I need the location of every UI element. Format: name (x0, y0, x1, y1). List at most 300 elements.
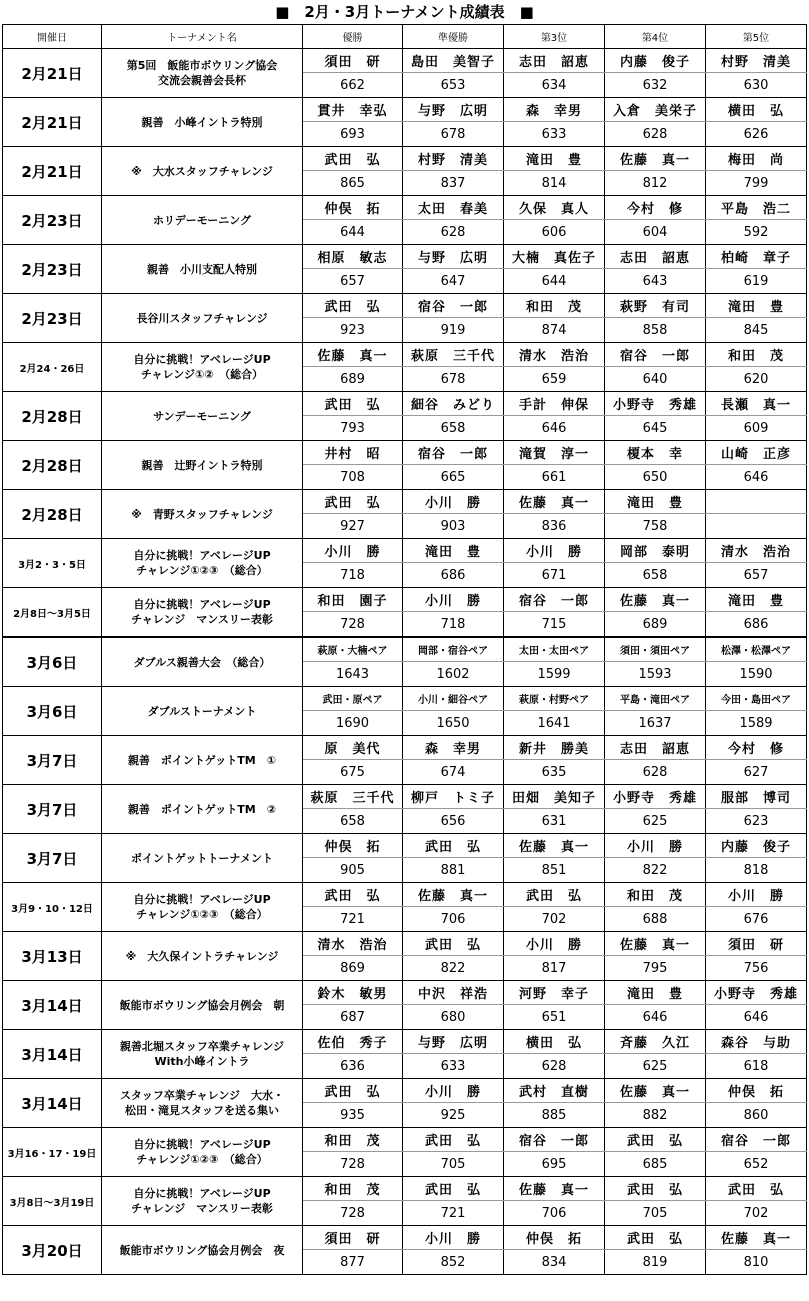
table-row (3, 981, 807, 1005)
player-name-cell: 仲俣 拓 (303, 196, 403, 220)
score-cell: 640 (605, 367, 706, 392)
tournament-name-line: 飯能市ボウリング協会月例会 夜 (119, 1243, 285, 1257)
score-cell: 687 (303, 1005, 403, 1030)
player-name-cell: 貫井 幸弘 (303, 98, 403, 122)
player-name-cell: 中沢 祥浩 (403, 981, 504, 1005)
player-name-cell: 久保 真人 (504, 196, 605, 220)
date-cell: 3月6日 (3, 637, 102, 687)
tournament-name-cell (102, 343, 303, 392)
tournament-name-line: ポイントゲットトーナメント (131, 851, 273, 865)
header-3rd: 第3位 (504, 25, 605, 49)
player-name-cell: 和田 茂 (706, 343, 807, 367)
table-row (3, 588, 807, 612)
player-name-cell: 宿谷 一郎 (605, 343, 706, 367)
player-name-cell: 武田 弘 (403, 1177, 504, 1201)
score-cell: 721 (303, 907, 403, 932)
player-name-cell: 武田・原ペア (303, 687, 403, 711)
tournament-name-cell (102, 1030, 303, 1079)
score-cell: 1590 (706, 662, 807, 687)
player-name-cell: 萩原 三千代 (403, 343, 504, 367)
score-cell: 695 (504, 1152, 605, 1177)
player-name-cell: 武田 弘 (303, 1079, 403, 1103)
date-cell: 2月21日 (3, 147, 102, 196)
tournament-name-cell (102, 785, 303, 834)
tournament-name-line: チャレンジ①②③ （総合） (136, 564, 268, 577)
score-cell: 628 (605, 760, 706, 785)
table-row (3, 1030, 807, 1054)
tournament-name-line: 自分に挑戦！アベレージUP (133, 598, 271, 611)
score-cell: 628 (403, 220, 504, 245)
score-cell: 665 (403, 465, 504, 490)
tournament-name-line: ※ 大久保イントラチャレンジ (125, 949, 279, 963)
score-cell: 923 (303, 318, 403, 343)
score-cell: 935 (303, 1103, 403, 1128)
score-cell: 885 (504, 1103, 605, 1128)
player-name-cell: 滝田 豊 (706, 294, 807, 318)
player-name-cell: 志田 詔恵 (605, 736, 706, 760)
header-5th: 第5位 (706, 25, 807, 49)
player-name-cell: 細谷 みどり (403, 392, 504, 416)
tournament-name-cell (102, 490, 303, 539)
tournament-name-cell (102, 1177, 303, 1226)
player-name-cell: 滝賀 淳一 (504, 441, 605, 465)
score-cell: 705 (605, 1201, 706, 1226)
tournament-name-line: ホリデーモーニング (152, 213, 252, 227)
header-2nd: 準優勝 (403, 25, 504, 49)
player-name-cell: 原 美代 (303, 736, 403, 760)
date-cell: 2月23日 (3, 196, 102, 245)
player-name-cell: 志田 詔恵 (504, 49, 605, 73)
player-name-cell: 武田 弘 (303, 490, 403, 514)
date-cell: 2月8日～3月5日 (3, 588, 102, 638)
player-name-cell: 仲俣 拓 (303, 834, 403, 858)
tournament-name-line: ダブルストーナメント (147, 704, 257, 718)
score-cell: 644 (504, 269, 605, 294)
score-cell: 626 (706, 122, 807, 147)
tournament-name-line: 自分に挑戦！アベレージUP (133, 1187, 271, 1200)
score-cell: 632 (605, 73, 706, 98)
tournament-name-cell (102, 981, 303, 1030)
player-name-cell: 須田・須田ペア (605, 637, 706, 662)
player-name-cell: 宿谷 一郎 (403, 441, 504, 465)
player-name-cell: 佐藤 真一 (605, 932, 706, 956)
table-row (3, 98, 807, 122)
score-cell: 659 (504, 367, 605, 392)
player-name-cell: 清水 浩治 (706, 539, 807, 563)
table-row (3, 932, 807, 956)
player-name-cell: 佐藤 真一 (706, 1226, 807, 1250)
tournament-name-cell (102, 196, 303, 245)
player-name-cell: 武田 弘 (403, 932, 504, 956)
player-name-cell: 和田 茂 (504, 294, 605, 318)
player-name-cell: 和田 園子 (303, 588, 403, 612)
tournament-name-line: With小峰イントラ (154, 1055, 250, 1068)
player-name-cell: 宿谷 一郎 (504, 1128, 605, 1152)
tournament-name-cell (102, 1079, 303, 1128)
score-cell: 1637 (605, 711, 706, 736)
player-name-cell: 佐藤 真一 (504, 1177, 605, 1201)
score-cell: 685 (605, 1152, 706, 1177)
score-cell: 718 (403, 612, 504, 638)
date-cell: 3月8日～3月19日 (3, 1177, 102, 1226)
table-row (3, 736, 807, 760)
score-cell: 1650 (403, 711, 504, 736)
player-name-cell: 武田 弘 (706, 1177, 807, 1201)
score-cell: 927 (303, 514, 403, 539)
player-name-cell: 小川 勝 (403, 490, 504, 514)
player-name-cell: 井村 昭 (303, 441, 403, 465)
date-cell: 3月6日 (3, 687, 102, 736)
date-cell: 2月23日 (3, 245, 102, 294)
score-cell: 643 (605, 269, 706, 294)
score-cell: 1589 (706, 711, 807, 736)
player-name-cell: 太田・太田ペア (504, 637, 605, 662)
score-cell: 644 (303, 220, 403, 245)
player-name-cell: 今村 修 (605, 196, 706, 220)
player-name-cell: 与野 広明 (403, 98, 504, 122)
player-name-cell: 仲俣 拓 (706, 1079, 807, 1103)
table-row (3, 392, 807, 416)
player-name-cell: 村野 清美 (706, 49, 807, 73)
score-cell: 635 (504, 760, 605, 785)
score-cell: 678 (403, 122, 504, 147)
score-cell: 647 (403, 269, 504, 294)
score-cell: 822 (605, 858, 706, 883)
score-cell: 903 (403, 514, 504, 539)
tournament-name-line: スタッフ卒業チャレンジ 大水・ (119, 1089, 285, 1102)
tournament-name-cell (102, 539, 303, 588)
score-cell: 793 (303, 416, 403, 441)
player-name-cell: 萩野 有司 (605, 294, 706, 318)
score-cell: 799 (706, 171, 807, 196)
tournament-name-line: 親善北堀スタッフ卒業チャレンジ (119, 1040, 285, 1053)
score-cell: 645 (605, 416, 706, 441)
date-cell: 3月14日 (3, 981, 102, 1030)
table-row (3, 49, 807, 73)
player-name-cell: 須田 研 (303, 1226, 403, 1250)
player-name-cell: 武村 直樹 (504, 1079, 605, 1103)
player-name-cell: 清水 浩治 (504, 343, 605, 367)
player-name-cell: 森谷 与助 (706, 1030, 807, 1054)
tournament-name-line: 長谷川スタッフチャレンジ (136, 311, 268, 325)
player-name-cell: 和田 茂 (303, 1177, 403, 1201)
score-cell: 756 (706, 956, 807, 981)
player-name-cell: 小川 勝 (303, 539, 403, 563)
score-cell: 592 (706, 220, 807, 245)
tournament-name-line: サンデーモーニング (153, 409, 251, 423)
header-1st: 優勝 (303, 25, 403, 49)
score-cell: 882 (605, 1103, 706, 1128)
date-cell: 3月7日 (3, 736, 102, 785)
player-name-cell: 滝田 豊 (403, 539, 504, 563)
score-cell: 623 (706, 809, 807, 834)
tournament-name-line: 第5回 飯能市ボウリング協会 (126, 59, 278, 72)
player-name-cell: 小野寺 秀雄 (706, 981, 807, 1005)
score-cell: 653 (403, 73, 504, 98)
score-cell: 657 (706, 563, 807, 588)
score-cell: 728 (303, 1201, 403, 1226)
tournament-name-line: チャレンジ①②③ （総合） (136, 908, 268, 921)
date-cell: 3月14日 (3, 1030, 102, 1079)
player-name-cell: 岡部・宿谷ペア (403, 637, 504, 662)
score-cell: 646 (706, 465, 807, 490)
score-cell: 633 (403, 1054, 504, 1079)
player-name-cell: 手計 伸保 (504, 392, 605, 416)
tournament-name-line: 親善 小峰イントラ特別 (141, 115, 263, 129)
player-name-cell: 長瀬 真一 (706, 392, 807, 416)
player-name-cell: 仲俣 拓 (504, 1226, 605, 1250)
tournament-name-cell (102, 49, 303, 98)
score-cell: 837 (403, 171, 504, 196)
table-row (3, 637, 807, 662)
score-cell: 625 (605, 1054, 706, 1079)
tournament-name-cell (102, 147, 303, 196)
player-name-cell: 武田 弘 (303, 147, 403, 171)
player-name-cell: 小川 勝 (403, 588, 504, 612)
date-cell: 2月21日 (3, 98, 102, 147)
score-cell: 631 (504, 809, 605, 834)
date-cell: 2月28日 (3, 490, 102, 539)
player-name-cell: 小川 勝 (403, 1226, 504, 1250)
player-name-cell: 武田 弘 (303, 392, 403, 416)
player-name-cell: 梅田 尚 (706, 147, 807, 171)
player-name-cell: 平島 浩二 (706, 196, 807, 220)
score-cell: 702 (504, 907, 605, 932)
player-name-cell: 河野 幸子 (504, 981, 605, 1005)
tournament-name-cell (102, 883, 303, 932)
tournament-name-line: 松田・滝見スタッフを送る集い (125, 1104, 279, 1117)
player-name-cell: 萩原・大楠ペア (303, 637, 403, 662)
player-name-cell: 小川 勝 (706, 883, 807, 907)
player-name-cell: 武田 弘 (605, 1177, 706, 1201)
tournament-name-cell (102, 98, 303, 147)
table-row (3, 245, 807, 269)
score-cell (706, 514, 807, 539)
player-name-cell: 入倉 美栄子 (605, 98, 706, 122)
score-cell: 636 (303, 1054, 403, 1079)
player-name-cell: 佐藤 真一 (605, 1079, 706, 1103)
score-cell: 795 (605, 956, 706, 981)
score-cell: 634 (504, 73, 605, 98)
table-row (3, 294, 807, 318)
player-name-cell: 萩原 三千代 (303, 785, 403, 809)
header-tournament: トーナメント名 (102, 25, 303, 49)
player-name-cell: 佐藤 真一 (605, 147, 706, 171)
score-cell: 810 (706, 1250, 807, 1275)
score-cell: 1690 (303, 711, 403, 736)
player-name-cell: 滝田 豊 (605, 490, 706, 514)
tournament-name-line: 親善 ポイントゲットTM ② (127, 802, 277, 816)
tournament-name-line: チャレンジ マンスリー表彰 (131, 613, 273, 626)
score-cell: 646 (706, 1005, 807, 1030)
score-cell: 881 (403, 858, 504, 883)
score-cell: 657 (303, 269, 403, 294)
score-cell: 688 (605, 907, 706, 932)
score-cell: 625 (605, 809, 706, 834)
player-name-cell: 松澤・松澤ペア (706, 637, 807, 662)
score-cell: 618 (706, 1054, 807, 1079)
tournament-name-cell (102, 392, 303, 441)
score-cell: 658 (403, 416, 504, 441)
score-cell: 706 (504, 1201, 605, 1226)
header-4th: 第4位 (605, 25, 706, 49)
date-cell: 3月2・3・5日 (3, 539, 102, 588)
player-name-cell: 武田 弘 (605, 1128, 706, 1152)
tournament-name-cell (102, 932, 303, 981)
score-cell: 606 (504, 220, 605, 245)
score-cell: 758 (605, 514, 706, 539)
score-cell: 1602 (403, 662, 504, 687)
score-cell: 620 (706, 367, 807, 392)
date-cell: 3月14日 (3, 1079, 102, 1128)
table-row (3, 883, 807, 907)
tournament-name-line: チャレンジ マンスリー表彰 (131, 1202, 273, 1215)
player-name-cell: 与野 広明 (403, 245, 504, 269)
player-name-cell: 萩原・村野ペア (504, 687, 605, 711)
player-name-cell: 小川 勝 (605, 834, 706, 858)
score-cell: 689 (303, 367, 403, 392)
tournament-name-line: ※ 大水スタッフチャレンジ (131, 164, 273, 178)
tournament-name-cell (102, 588, 303, 638)
player-name-cell: 今田・島田ペア (706, 687, 807, 711)
date-cell: 2月28日 (3, 441, 102, 490)
score-cell: 662 (303, 73, 403, 98)
score-cell: 814 (504, 171, 605, 196)
player-name-cell: 清水 浩治 (303, 932, 403, 956)
date-cell: 3月7日 (3, 785, 102, 834)
player-name-cell: 森 幸男 (403, 736, 504, 760)
player-name-cell: 横田 弘 (706, 98, 807, 122)
date-cell: 3月9・10・12日 (3, 883, 102, 932)
player-name-cell: 武田 弘 (403, 834, 504, 858)
date-cell: 3月7日 (3, 834, 102, 883)
score-cell: 604 (605, 220, 706, 245)
tournament-name-cell (102, 736, 303, 785)
player-name-cell: 須田 研 (706, 932, 807, 956)
player-name-cell: 佐藤 真一 (504, 490, 605, 514)
tournament-name-line: 親善 辻野イントラ特別 (141, 458, 263, 472)
date-cell: 2月24・26日 (3, 343, 102, 392)
player-name-cell: 和田 茂 (605, 883, 706, 907)
player-name-cell: 滝田 豊 (605, 981, 706, 1005)
tournament-name-cell (102, 441, 303, 490)
player-name-cell: 小川 勝 (504, 539, 605, 563)
tournament-name-line: 親善 小川支配人特別 (147, 262, 257, 276)
score-cell: 619 (706, 269, 807, 294)
score-cell: 877 (303, 1250, 403, 1275)
score-cell: 650 (605, 465, 706, 490)
player-name-cell: 平島・滝田ペア (605, 687, 706, 711)
score-cell: 874 (504, 318, 605, 343)
score-cell: 676 (706, 907, 807, 932)
player-name-cell: 武田 弘 (303, 294, 403, 318)
player-name-cell (706, 490, 807, 514)
player-name-cell: 横田 弘 (504, 1030, 605, 1054)
date-cell: 3月16・17・19日 (3, 1128, 102, 1177)
player-name-cell: 山崎 正彦 (706, 441, 807, 465)
table-row (3, 785, 807, 809)
score-cell: 708 (303, 465, 403, 490)
player-name-cell: 小川 勝 (504, 932, 605, 956)
tournament-name-cell (102, 1226, 303, 1275)
score-cell: 686 (403, 563, 504, 588)
score-cell: 656 (403, 809, 504, 834)
score-cell: 812 (605, 171, 706, 196)
score-cell: 630 (706, 73, 807, 98)
tournament-name-line: 自分に挑戦！アベレージUP (133, 893, 271, 906)
player-name-cell: 小川・細谷ペア (403, 687, 504, 711)
tournament-name-line: チャレンジ①② （総合） (140, 368, 264, 381)
tournament-name-line: 交流会親善会長杯 (158, 74, 246, 87)
player-name-cell: 佐藤 真一 (303, 343, 403, 367)
table-row (3, 687, 807, 711)
score-cell: 834 (504, 1250, 605, 1275)
player-name-cell: 佐藤 真一 (403, 883, 504, 907)
score-cell: 658 (303, 809, 403, 834)
tournament-name-line: チャレンジ①②③ （総合） (136, 1153, 268, 1166)
score-cell: 1641 (504, 711, 605, 736)
table-row (3, 1128, 807, 1152)
score-cell: 651 (504, 1005, 605, 1030)
player-name-cell: 小野寺 秀雄 (605, 392, 706, 416)
tournament-name-line: ※ 青野スタッフチャレンジ (131, 507, 273, 521)
player-name-cell: 榎本 幸 (605, 441, 706, 465)
score-cell: 678 (403, 367, 504, 392)
tournament-name-line: 親善 ポイントゲットTM ① (127, 753, 277, 767)
score-cell: 728 (303, 1152, 403, 1177)
score-cell: 905 (303, 858, 403, 883)
player-name-cell: 滝田 豊 (504, 147, 605, 171)
score-cell: 661 (504, 465, 605, 490)
score-cell: 671 (504, 563, 605, 588)
player-name-cell: 太田 春美 (403, 196, 504, 220)
header-date: 開催日 (3, 25, 102, 49)
score-cell: 702 (706, 1201, 807, 1226)
score-cell: 925 (403, 1103, 504, 1128)
score-cell: 658 (605, 563, 706, 588)
score-cell: 1593 (605, 662, 706, 687)
table-row (3, 834, 807, 858)
score-cell: 869 (303, 956, 403, 981)
score-cell: 652 (706, 1152, 807, 1177)
player-name-cell: 宿谷 一郎 (706, 1128, 807, 1152)
tournament-name-cell (102, 834, 303, 883)
score-cell: 836 (504, 514, 605, 539)
score-cell: 633 (504, 122, 605, 147)
table-row (3, 441, 807, 465)
score-cell: 627 (706, 760, 807, 785)
score-cell: 1599 (504, 662, 605, 687)
player-name-cell: 武田 弘 (303, 883, 403, 907)
score-cell: 628 (605, 122, 706, 147)
date-cell: 3月20日 (3, 1226, 102, 1275)
date-cell: 2月21日 (3, 49, 102, 98)
player-name-cell: 内藤 俊子 (605, 49, 706, 73)
score-cell: 680 (403, 1005, 504, 1030)
score-cell: 845 (706, 318, 807, 343)
score-cell: 686 (706, 612, 807, 638)
player-name-cell: 内藤 俊子 (706, 834, 807, 858)
score-cell: 818 (706, 858, 807, 883)
player-name-cell: 鈴木 敏男 (303, 981, 403, 1005)
tournament-name-line: 飯能市ボウリング協会月例会 朝 (119, 998, 285, 1012)
tournament-name-cell (102, 1128, 303, 1177)
score-cell: 1643 (303, 662, 403, 687)
score-cell: 628 (504, 1054, 605, 1079)
score-cell: 674 (403, 760, 504, 785)
score-cell: 851 (504, 858, 605, 883)
tournament-name-line: ダブルス親善大会 （総合） (133, 655, 271, 669)
